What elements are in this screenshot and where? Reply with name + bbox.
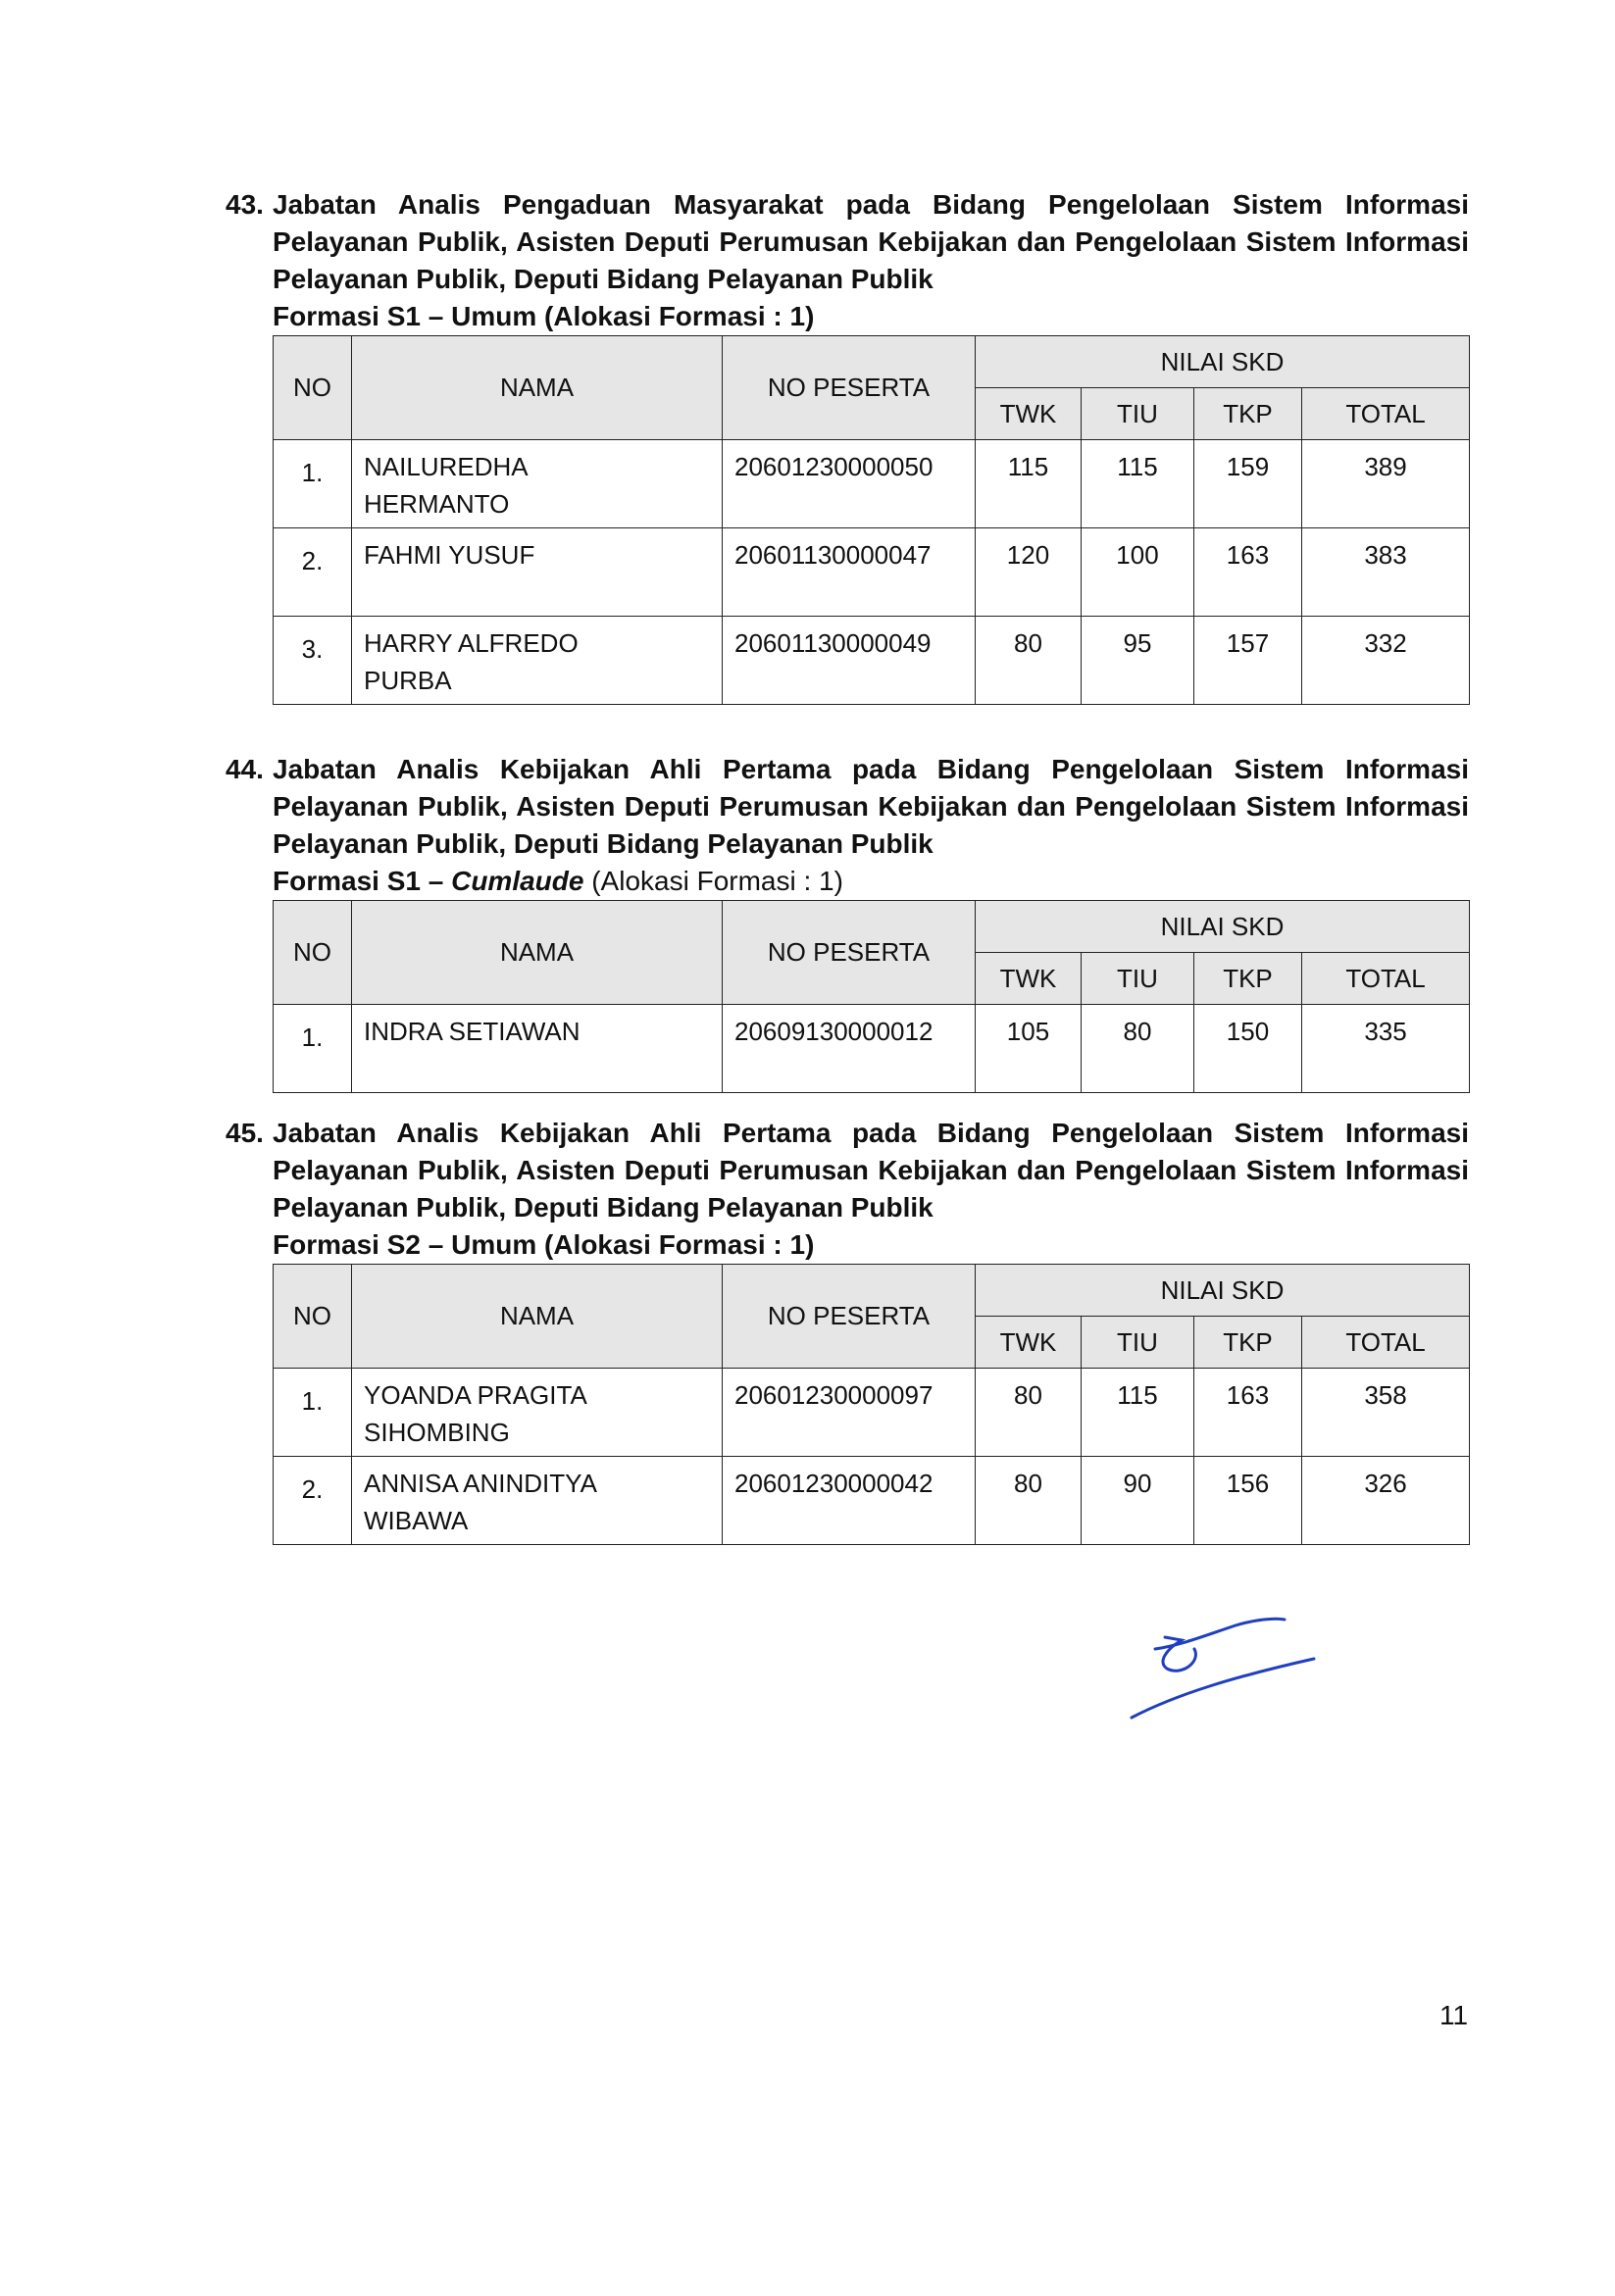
cell-nama (352, 1005, 723, 1093)
header-nama: NAMA (352, 1265, 723, 1369)
header-tkp: TKP (1194, 953, 1302, 1005)
cell-no-peserta: 20601230000097 (723, 1369, 976, 1457)
cell-tiu: 95 (1082, 617, 1194, 705)
nama-line: NAILUREDHA (364, 452, 529, 481)
header-twk: TWK (976, 1317, 1082, 1369)
table-row (274, 1369, 1470, 1457)
header-nama: NAMA (352, 336, 723, 440)
header-nilai-skd: NILAI SKD (976, 336, 1470, 388)
cell-twk: 80 (976, 617, 1082, 705)
table-row (274, 1005, 1470, 1093)
formasi-line (226, 1226, 1469, 1264)
formasi-line (226, 298, 1469, 335)
cell-twk: 120 (976, 528, 1082, 617)
section-title (226, 1115, 1469, 1226)
cell-no: 1. (274, 440, 352, 528)
cell-nama (352, 440, 723, 528)
header-total: TOTAL (1302, 388, 1470, 440)
header-no-peserta: NO PESERTA (723, 901, 976, 1005)
signature-stroke (1132, 1659, 1314, 1718)
signature-stroke (1163, 1637, 1195, 1671)
cell-twk: 105 (976, 1005, 1082, 1093)
cell-twk: 115 (976, 440, 1082, 528)
header-no-peserta: NO PESERTA (723, 1265, 976, 1369)
cell-no: 2. (274, 528, 352, 617)
header-total: TOTAL (1302, 1317, 1470, 1369)
cell-tiu: 115 (1082, 1369, 1194, 1457)
cell-no-peserta: 20601130000049 (723, 617, 976, 705)
header-tkp: TKP (1194, 1317, 1302, 1369)
cell-no: 3. (274, 617, 352, 705)
cell-no-peserta: 20609130000012 (723, 1005, 976, 1093)
formasi-suffix: (Alokasi Formasi : 1) (591, 866, 843, 896)
formasi-prefix: Formasi S2 – (273, 1229, 444, 1260)
cell-nama (352, 528, 723, 617)
cell-total: 332 (1302, 617, 1470, 705)
header-no: NO (274, 901, 352, 1005)
formasi-line (226, 863, 1469, 900)
cell-no: 2. (274, 1457, 352, 1545)
header-tiu: TIU (1082, 953, 1194, 1005)
section-45 (226, 1115, 1469, 1545)
cell-total: 389 (1302, 440, 1470, 528)
cell-nama (352, 1457, 723, 1545)
table-row (274, 528, 1470, 617)
section-title-text: Jabatan Analis Kebijakan Ahli Pertama pada Bidang Pengelolaan Sistem Informasi Pelayanan Publik, Asisten Deputi Perumusan Kebijakan dan Pengelolaan Sistem Informasi Pelayanan Publik, Deputi Bidang Pelayanan Publik (273, 754, 1469, 859)
results-table (273, 335, 1470, 705)
cell-total: 326 (1302, 1457, 1470, 1545)
section-title-text: Jabatan Analis Pengaduan Masyarakat pada Bidang Pengelolaan Sistem Informasi Pelayanan Publik, Asisten Deputi Perumusan Kebijakan dan Pengelolaan Sistem Informasi Pelayanan Publik, Deputi Bidang Pelayanan Publik (273, 189, 1469, 294)
cell-tkp: 157 (1194, 617, 1302, 705)
nama-line: HERMANTO (364, 489, 510, 519)
nama-line: FAHMI YUSUF (364, 540, 535, 570)
cell-tkp: 156 (1194, 1457, 1302, 1545)
cell-nama (352, 617, 723, 705)
section-44 (226, 751, 1469, 1093)
cell-total: 358 (1302, 1369, 1470, 1457)
cell-no-peserta: 20601230000050 (723, 440, 976, 528)
header-nilai-skd: NILAI SKD (976, 1265, 1470, 1317)
nama-line: INDRA SETIAWAN (364, 1017, 580, 1046)
formasi-suffix: (Alokasi Formasi : 1) (544, 1229, 815, 1260)
header-total: TOTAL (1302, 953, 1470, 1005)
cell-total: 335 (1302, 1005, 1470, 1093)
cell-tkp: 163 (1194, 528, 1302, 617)
header-no-peserta: NO PESERTA (723, 336, 976, 440)
header-twk: TWK (976, 388, 1082, 440)
cell-twk: 80 (976, 1369, 1082, 1457)
nama-line: PURBA (364, 666, 452, 695)
cell-total: 383 (1302, 528, 1470, 617)
section-title (226, 186, 1469, 298)
nama-line: ANNISA ANINDITYA (364, 1469, 597, 1498)
nama-line: SIHOMBING (364, 1418, 510, 1447)
nama-line: WIBAWA (364, 1506, 469, 1535)
header-tiu: TIU (1082, 388, 1194, 440)
signature-image (1128, 1608, 1324, 1725)
cell-no-peserta: 20601130000047 (723, 528, 976, 617)
nama-line: YOANDA PRAGITA (364, 1380, 587, 1410)
header-no: NO (274, 336, 352, 440)
formasi-type: Umum (451, 1229, 537, 1260)
nama-line: HARRY ALFREDO (364, 628, 579, 658)
header-twk: TWK (976, 953, 1082, 1005)
header-no: NO (274, 1265, 352, 1369)
cell-tiu: 115 (1082, 440, 1194, 528)
formasi-suffix: (Alokasi Formasi : 1) (544, 301, 815, 331)
formasi-type: Cumlaude (451, 866, 584, 896)
cell-tiu: 90 (1082, 1457, 1194, 1545)
page-number: 11 (1439, 2000, 1469, 2030)
header-tiu: TIU (1082, 1317, 1194, 1369)
header-nilai-skd: NILAI SKD (976, 901, 1470, 953)
section-number: 43. (226, 189, 264, 220)
section-title (226, 751, 1469, 863)
cell-tkp: 159 (1194, 440, 1302, 528)
cell-nama (352, 1369, 723, 1457)
table-row (274, 1457, 1470, 1545)
header-nama: NAMA (352, 901, 723, 1005)
table-row (274, 440, 1470, 528)
formasi-prefix: Formasi S1 – (273, 301, 444, 331)
formasi-prefix: Formasi S1 – (273, 866, 444, 896)
cell-no: 1. (274, 1005, 352, 1093)
section-title-text: Jabatan Analis Kebijakan Ahli Pertama pada Bidang Pengelolaan Sistem Informasi Pelayanan Publik, Asisten Deputi Perumusan Kebijakan dan Pengelolaan Sistem Informasi Pelayanan Publik, Deputi Bidang Pelayanan Publik (273, 1118, 1469, 1223)
results-table (273, 1264, 1470, 1545)
cell-tiu: 80 (1082, 1005, 1194, 1093)
cell-tkp: 163 (1194, 1369, 1302, 1457)
cell-no: 1. (274, 1369, 352, 1457)
results-table (273, 900, 1470, 1093)
table-row (274, 617, 1470, 705)
cell-tkp: 150 (1194, 1005, 1302, 1093)
cell-no-peserta: 20601230000042 (723, 1457, 976, 1545)
section-43 (226, 186, 1469, 705)
formasi-type: Umum (451, 301, 537, 331)
cell-twk: 80 (976, 1457, 1082, 1545)
section-number: 45. (226, 1118, 264, 1148)
section-number: 44. (226, 754, 264, 784)
cell-tiu: 100 (1082, 528, 1194, 617)
header-tkp: TKP (1194, 388, 1302, 440)
